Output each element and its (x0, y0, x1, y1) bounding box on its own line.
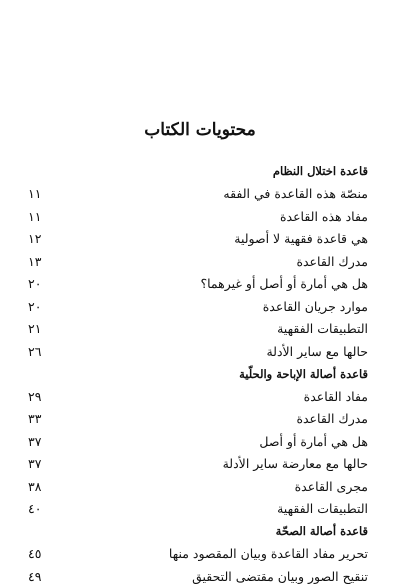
toc-entry (28, 498, 372, 521)
toc-entry-label: مفاد هذه القاعدة (279, 208, 368, 224)
toc-entry-page: ٤٠ (28, 501, 42, 517)
toc-entry (28, 565, 372, 588)
toc-entry-page: ٢٩ (28, 388, 42, 404)
toc-entry-page: ٤٩ (28, 568, 42, 584)
toc-entry-label: هل هي أمارة أو أصل أو غيرهما؟ (200, 276, 368, 292)
toc-entry-page: ١٣ (28, 253, 42, 269)
toc-entry-label: مدرك القاعدة (296, 411, 368, 427)
toc-entry-page: ١١ (28, 208, 42, 224)
toc-entry (28, 228, 372, 251)
toc-entry (28, 453, 372, 476)
toc-entry-page: ٣٧ (28, 456, 42, 472)
toc-entry-label: موارد جريان القاعدة (262, 298, 368, 314)
toc-entry-page: ٤٥ (28, 546, 42, 562)
toc-entry-label: التطبيقات الفقهية (277, 321, 368, 337)
toc-section-heading (28, 160, 372, 183)
toc-entry (28, 273, 372, 296)
toc-entry-page: ٢٠ (28, 298, 42, 314)
toc-entry-page: ٣٧ (28, 433, 42, 449)
toc-entry-page: ٢١ (28, 321, 42, 337)
toc-section-heading (28, 520, 372, 543)
toc-entry-page: ٢٠ (28, 276, 42, 292)
page-title: محتويات الكتاب (144, 120, 256, 140)
toc-entry-page: ١١ (28, 186, 42, 202)
toc-entry (28, 250, 372, 273)
section-heading-label: قاعدة اختلال النظام (272, 164, 368, 179)
table-of-contents (28, 160, 372, 588)
toc-entry (28, 183, 372, 206)
toc-entry-label: مجرى القاعدة (294, 478, 368, 494)
toc-entry (28, 430, 372, 453)
toc-entry (28, 475, 372, 498)
toc-entry-label: التطبيقات الفقهية (277, 501, 368, 517)
toc-entry (28, 385, 372, 408)
toc-entry-page: ٣٨ (28, 478, 42, 494)
toc-entry-label: هل هي أمارة أو أصل (259, 433, 368, 449)
section-heading-label: قاعدة أصالة الإباحة والحلّية (239, 366, 368, 381)
toc-entry-label: حالها مع ساير الأدلة (266, 343, 368, 359)
toc-entry-label: مدرك القاعدة (296, 253, 368, 269)
toc-entry (28, 340, 372, 363)
toc-entry-label: مفاد القاعدة (303, 388, 368, 404)
toc-entry-page: ٣٣ (28, 411, 42, 427)
toc-entry-page: ٢٦ (28, 343, 42, 359)
toc-entry-label: هي قاعدة فقهية لا أصولية (234, 231, 368, 247)
section-heading-label: قاعدة أصالة الصحّة (275, 524, 368, 539)
toc-entry-label: حالها مع معارضة ساير الأدلة (222, 456, 368, 472)
toc-entry (28, 543, 372, 566)
toc-entry (28, 408, 372, 431)
toc-entry-page: ١٢ (28, 231, 42, 247)
toc-entry-label: تنقيح الصور وبيان مقتضى التحقيق (192, 568, 368, 584)
toc-entry (28, 205, 372, 228)
toc-entry (28, 318, 372, 341)
toc-section-heading (28, 363, 372, 386)
toc-entry-label: منصّة هذه القاعدة في الفقه (223, 186, 368, 202)
toc-entry-label: تحرير مفاد القاعدة وبيان المقصود منها (168, 546, 368, 562)
toc-entry (28, 295, 372, 318)
